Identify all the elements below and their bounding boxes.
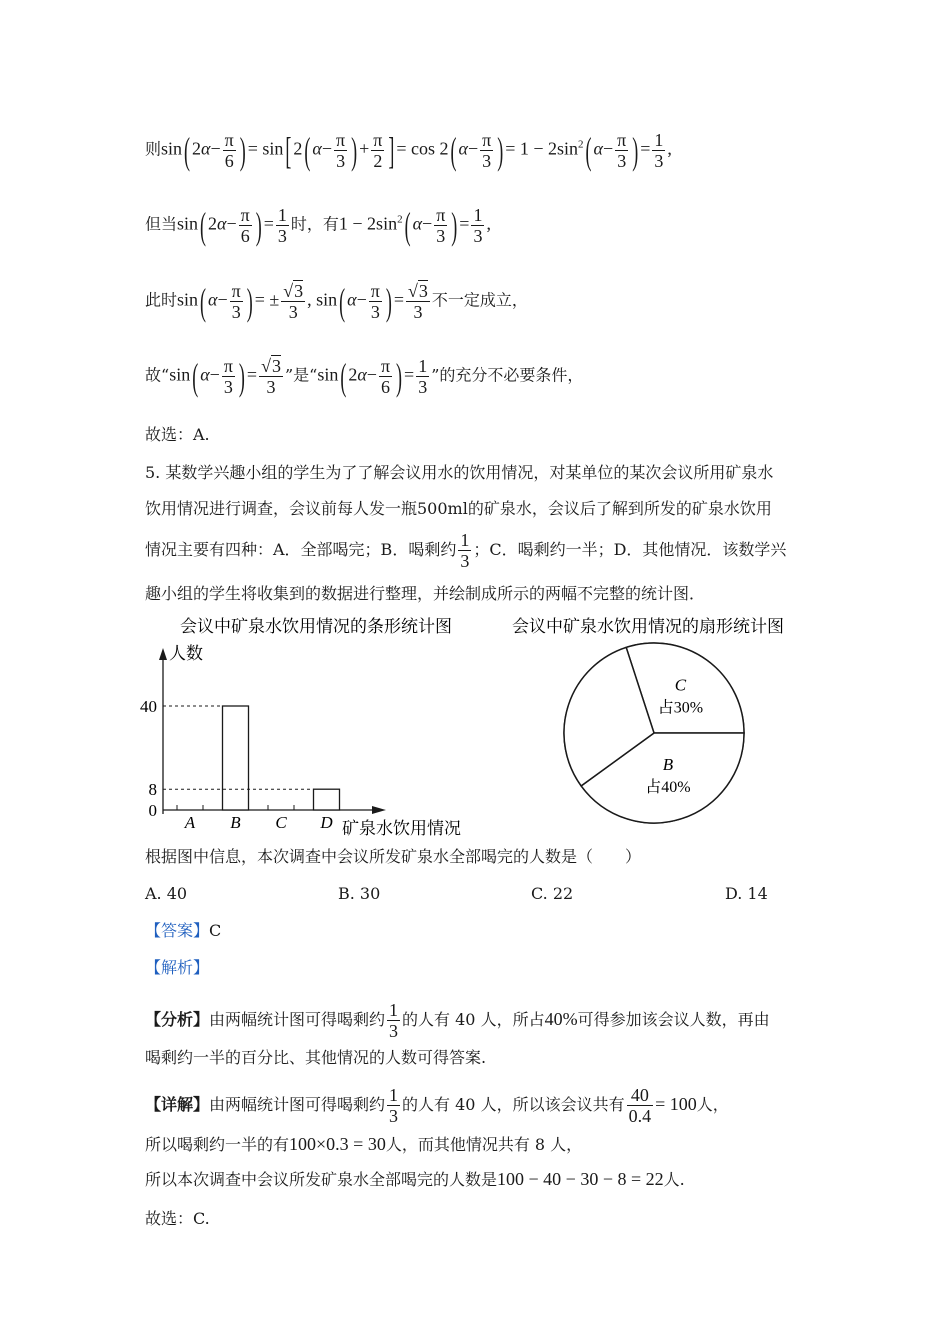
xiangjie-line-2 (145, 1133, 582, 1156)
line1-prefix: 则 (145, 139, 162, 159)
xiangjie2-text-b: 人，而其他情况共有 8 人， (385, 1135, 583, 1154)
answer-value: C (209, 921, 222, 940)
math-line-1: 则sin ( 2α− $\frac{\pi}{6}$ ) = sin [ 2 ( α− $\frac{\pi}{3}$ ) + $\frac{\pi}{2}$ ] = cos 2 ( α− $\frac{\pi}{3}$ ) = $1 - 2\sin^2$ ( α− $\frac{\pi}{3}$ ) = $\frac{1}{3}$ , (145, 129, 672, 172)
pie-label-B: B (662, 754, 674, 774)
conclusion-a: 故选：A. (145, 425, 210, 444)
y-tick-label: 40 (140, 697, 157, 716)
x-tick-label: B (230, 813, 241, 832)
final-choice: 故选：C. (145, 1209, 210, 1228)
x-axis-label: 矿泉水饮用情况 (342, 819, 461, 838)
question-text-3a: 情况主要有四种：A．全部喝完；B．喝剩约 (145, 540, 457, 559)
x-tick-label: D (320, 813, 333, 832)
y-tick-label: 8 (148, 780, 157, 800)
line3-suffix: 不一定成立， (431, 290, 528, 310)
xiangjie-tag: 【详解】 (145, 1095, 210, 1114)
xiangjie-text-a: 由两幅统计图可得喝剩约 (209, 1095, 386, 1114)
line3-prefix: 此时 (145, 290, 178, 310)
pie-percent-C: 占30% (657, 699, 704, 717)
question-number: 5. (145, 463, 161, 482)
question-line-4: 趣小组的学生将收集到的数据进行整理，并绘制成所示的两幅不完整的统计图． (145, 584, 706, 603)
line2-mid: 时，有 (290, 214, 339, 234)
x-tick-label: A (184, 813, 196, 832)
option-c: C. 22 (531, 884, 574, 903)
charts (0, 612, 950, 842)
y-tick-label: 0 (148, 801, 157, 820)
bar-B (223, 706, 249, 810)
math-line-3: 此时sin ( α− $\frac{\pi}{3}$ ) = ± $\frac{√3}{3}$ , sin ( α− $\frac{\pi}{3}$ ) = $\frac{√3}{3}$ 不一定成立， (145, 280, 528, 323)
x-axis-arrow (372, 806, 386, 814)
xiangjie-line-3 (145, 1168, 685, 1191)
fenxi-text-b: 的人有 40 人，所占 (402, 1010, 545, 1029)
question-line-3: 情况主要有四种：A．全部喝完；B．喝剩约 $\frac{1}{3}$ ；C．喝剩约一半；D．其他情况．该数学兴 (145, 530, 787, 571)
line4-suffix: ”的充分不必要条件， (431, 365, 584, 385)
xiangjie3-text-a: 所以本次调查中会议所发矿泉水全部喝完的人数是 (145, 1170, 498, 1189)
option-a: A. 40 (145, 884, 188, 903)
fenxi-text-c: 可得参加该会议人数，再由 (577, 1010, 770, 1029)
bar-chart (140, 644, 461, 838)
line2-prefix: 但当 (145, 214, 178, 234)
question-prompt: 根据图中信息，本次调查中会议所发矿泉水全部喝完的人数是（ ） (145, 847, 642, 866)
pie-label-C: C (674, 675, 687, 695)
line4-prefix: 故“ (145, 365, 170, 385)
x-tick-label: C (275, 813, 287, 832)
bar-chart-title: 会议中矿泉水饮用情况的条形统计图 (180, 617, 452, 636)
option-b: B. 30 (338, 884, 381, 903)
y-axis-arrow (159, 648, 167, 660)
xiangjie2-expr: 100×0.3 = 30 (289, 1134, 386, 1154)
pie-chart (564, 643, 744, 823)
xiangjie2-text-a: 所以喝剩约一半的有 (145, 1135, 290, 1154)
xiangjie3-expr: 100 − 40 − 30 − 8 = 22 (497, 1169, 664, 1189)
fenxi-text-a: 由两幅统计图可得喝剩约 (209, 1010, 386, 1029)
option-d: D. 14 (725, 884, 768, 903)
fenxi-line-2: 喝剩约一半的百分比、其他情况的人数可得答案. (145, 1048, 487, 1067)
pie-chart-title: 会议中矿泉水饮用情况的扇形统计图 (512, 617, 784, 636)
question-line-2: 饮用情况进行调查，会议前每人发一瓶500ml的矿泉水，会议后了解到所发的矿泉水饮用 (145, 499, 772, 518)
bar-D (314, 789, 340, 810)
xiangjie-text-c: 人， (696, 1095, 729, 1114)
question-text-3b: ；C．喝剩约一半；D．其他情况．该数学兴 (473, 540, 787, 559)
question-text-1: 某数学兴趣小组的学生为了了解会议用水的饮用情况，对某单位的某次会议所用矿泉水 (165, 463, 774, 482)
xiangjie-line-1: 【详解】由两幅统计图可得喝剩约 $\frac{1}{3}$ 的人有 40 人，所以该会议共有 $\frac{40}{0.4}$ = 100人， (145, 1085, 729, 1126)
question-line-1 (145, 462, 773, 484)
xiangjie-text-b: 的人有 40 人，所以该会议共有 (402, 1095, 625, 1114)
line4-mid: ”是“ (284, 365, 318, 385)
fenxi-tag: 【分析】 (145, 1010, 210, 1029)
fenxi-percent: 40% (544, 1009, 578, 1029)
y-axis-label: 人数 (169, 644, 203, 663)
pie-percent-B: 占40% (645, 778, 691, 796)
answer-line (145, 920, 221, 942)
answer-tag: 【答案】 (145, 921, 210, 940)
math-line-2: 但当sin ( 2α− $\frac{\pi}{6}$ ) = $\frac{1}{3}$ 时，有$1 - 2\sin^2$ ( α− $\frac{\pi}{3}$ ) = $\frac{1}{3}$ , (145, 204, 491, 247)
math-line-4: 故“sin ( α− $\frac{\pi}{3}$ ) = $\frac{√3}{3}$ ”是“sin ( 2α− $\frac{\pi}{6}$ ) = $\frac{1}{3}$ ”的充分不必要条件， (145, 355, 584, 398)
analysis-tag: 【解析】 (145, 958, 210, 977)
xiangjie3-text-b: 人. (663, 1170, 685, 1189)
fenxi-line-1: 【分析】由两幅统计图可得喝剩约 $\frac{1}{3}$ 的人有 40 人，所占40%可得参加该会议人数，再由 (145, 1000, 770, 1041)
